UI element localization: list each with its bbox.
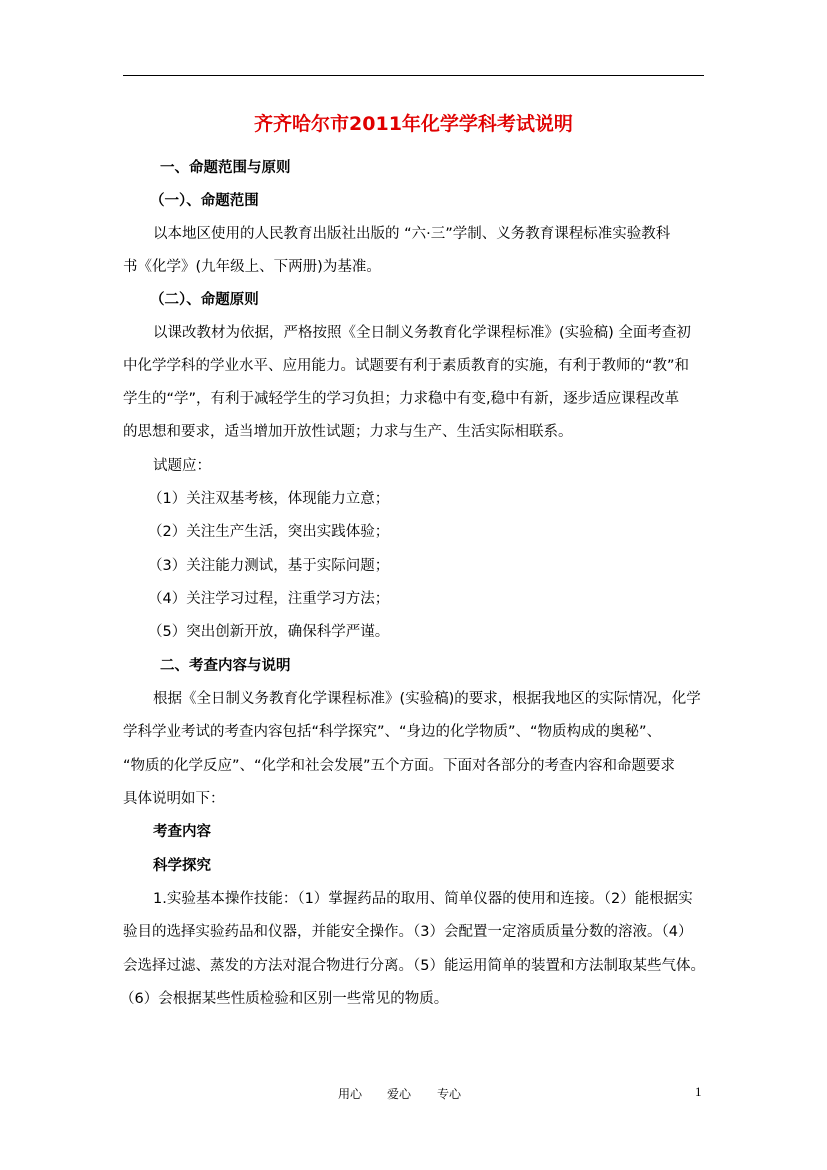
paragraph-line: 会选择过滤、蒸发的方法对混合物进行分离。（5）能运用简单的装置和方法制取某些气体。 [123, 958, 705, 974]
content-heading: 考查内容 [153, 824, 211, 840]
paragraph-line: 1.实验基本操作技能：（1）掌握药品的取用、简单仪器的使用和连接。（2）能根据实 [153, 891, 693, 907]
paragraph-line: 具体说明如下： [123, 791, 225, 807]
page-number: 1 [695, 1084, 702, 1099]
section-heading-2: 二、考查内容与说明 [160, 658, 291, 674]
footer-left: 用心 [338, 1087, 363, 1101]
list-item: （5）突出创新开放，确保科学严谨。 [148, 624, 390, 640]
document-title: 齐齐哈尔市2011年化学学科考试说明 [254, 113, 573, 135]
paragraph-line: （6）会根据某些性质检验和区别一些常见的物质。 [120, 991, 449, 1007]
paragraph-line: 的思想和要求，适当增加开放性试题；力求与生产、生活实际相联系。 [123, 424, 573, 440]
header-rule [123, 75, 704, 76]
footer-right: 专心 [437, 1087, 462, 1101]
list-item: （1）关注双基考核，体现能力立意； [148, 491, 390, 507]
paragraph-line: 中化学学科的学业水平、应用能力。试题要有利于素质教育的实施，有利于教师的“教”和 [123, 358, 690, 374]
section-heading-1: 一、命题范围与原则 [160, 160, 291, 176]
list-item: （3）关注能力测试，基于实际问题； [148, 558, 390, 574]
paragraph-line: 书《化学》(九年级上、下两册)为基准。 [123, 259, 381, 275]
paragraph-line: 以本地区使用的人民教育出版社出版的 “六·三”学制、义务教育课程标准实验教科 [153, 226, 671, 242]
paragraph-line: 以课改教材为依据，严格按照《全日制义务教育化学课程标准》(实验稿) 全面考查初 [153, 325, 691, 341]
list-item: （4）关注学习过程，注重学习方法； [148, 591, 390, 607]
paragraph-line: 学科学业考试的考查内容包括“科学探究”、“身边的化学物质”、“物质构成的奥秘”、 [123, 724, 662, 740]
paragraph-line: 根据《全日制义务教育化学课程标准》(实验稿)的要求，根据我地区的实际情况，化学 [153, 691, 701, 707]
paragraph-line: 试题应： [153, 458, 211, 474]
paragraph-line: 学生的“学”，有利于减轻学生的学习负担；力求稳中有变,稳中有新，逐步适应课程改革 [123, 391, 680, 407]
footer-middle: 爱心 [387, 1087, 412, 1101]
paragraph-line: “物质的化学反应”、“化学和社会发展”五个方面。下面对各部分的考查内容和命题要求 [123, 758, 676, 774]
subsection-heading-1: （一）、命题范围 [150, 193, 259, 209]
subsection-heading-2: （二）、命题原则 [150, 292, 259, 308]
paragraph-line: 验目的选择实验药品和仪器，并能安全操作。（3）会配置一定溶质质量分数的溶液。（4） [123, 924, 693, 940]
content-heading: 科学探究 [153, 858, 211, 874]
list-item: （2）关注生产生活，突出实践体验； [148, 524, 390, 540]
